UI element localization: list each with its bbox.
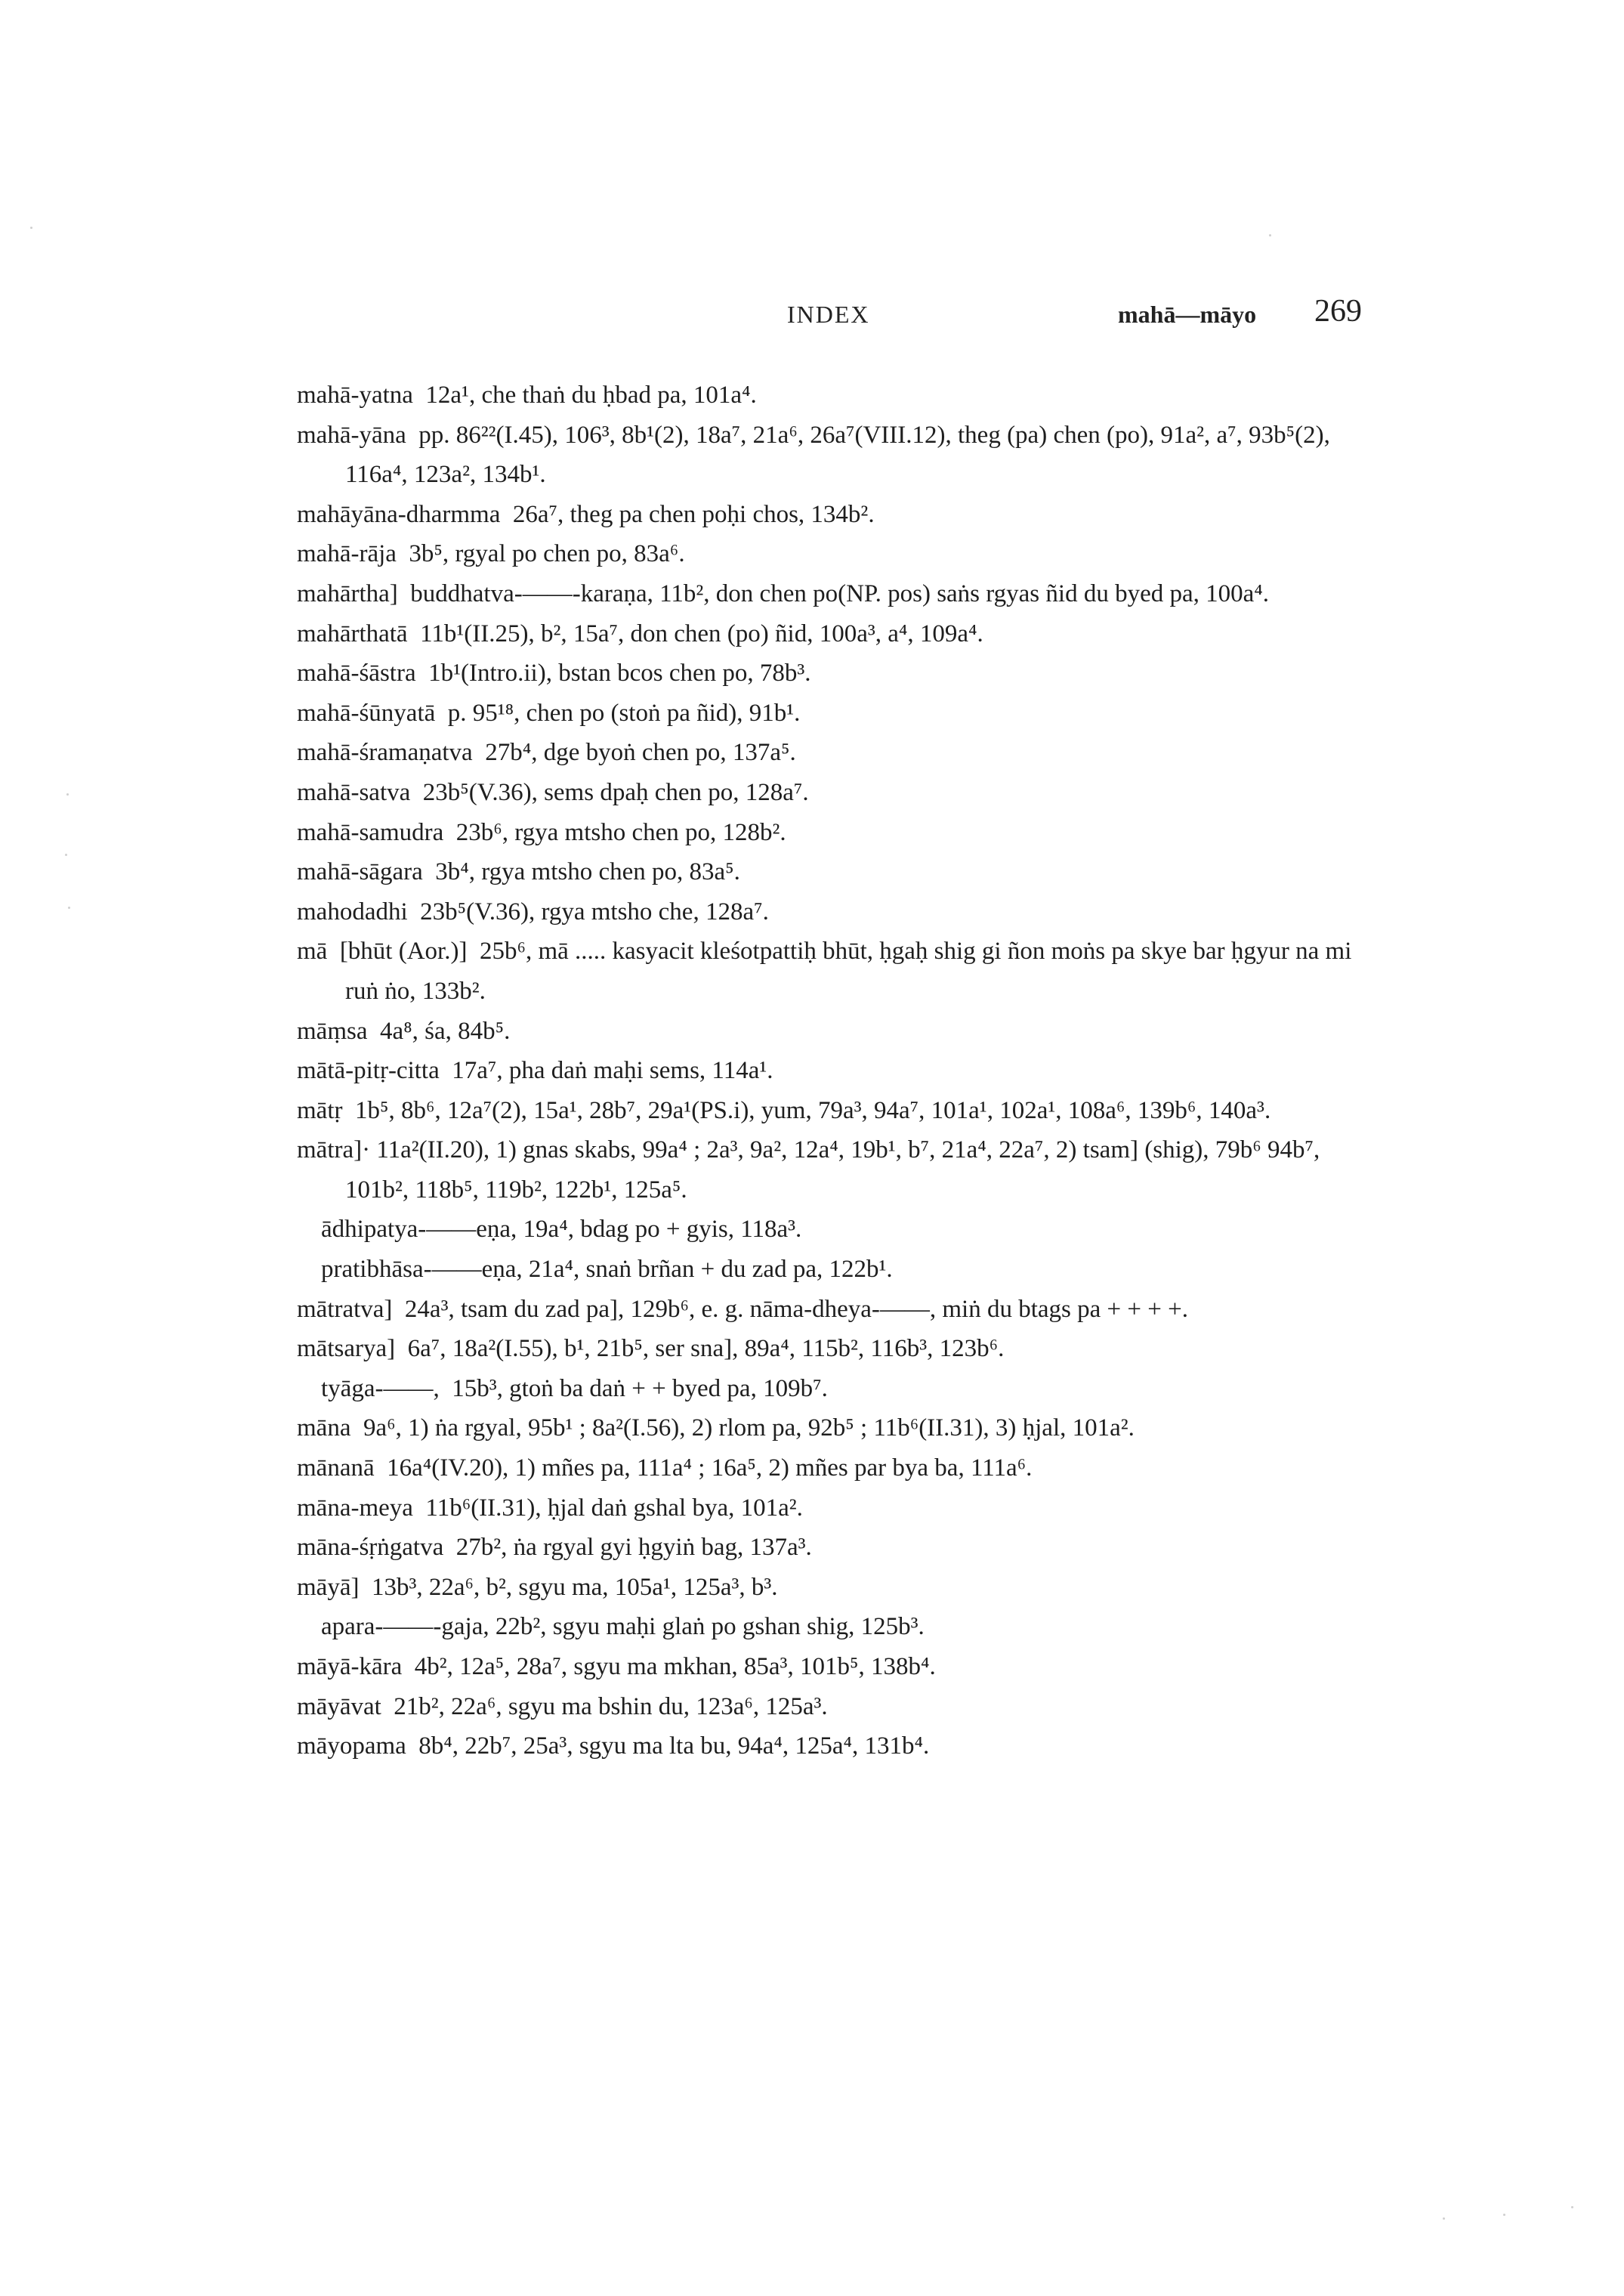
scan-speck xyxy=(1443,2217,1445,2220)
index-entry: mahārthatā 11b¹(II.25), b², 15a⁷, don chen (po) ñid, 100a³, a⁴, 109a⁴. xyxy=(297,620,983,647)
index-entry: māna 9a⁶, 1) ṅa rgyal, 95b¹ ; 8a²(I.56), 2) rlom pa, 92b⁵ ; 11b⁶(II.31), 3) ḥjal, 101a². xyxy=(297,1414,1135,1442)
header-entry-range: mahā—māyo xyxy=(1118,301,1257,328)
page-number: 269 xyxy=(1314,294,1362,329)
index-subentry: ādhipatya-——eṇa, 19a⁴, bdag po + gyis, 118a³. xyxy=(321,1216,802,1244)
index-subentry: pratibhāsa-——eṇa, 21a⁴, snaṅ brñan + du zad pa, 122b¹. xyxy=(321,1256,893,1284)
index-entry: mahā-yāna pp. 86²²(I.45), 106³, 8b¹(2), 18a⁷, 21a⁶, 26a⁷(VIII.12), theg (pa) chen (po), 91a², a⁷, 93b⁵(2), 116a⁴, 123a², 134b¹. xyxy=(297,421,1337,489)
scan-speck xyxy=(65,854,67,856)
index-entry-list xyxy=(297,375,1385,1766)
scan-speck xyxy=(1571,2206,1573,2208)
header-title: INDEX xyxy=(787,301,870,328)
index-entry: mahārtha] buddhatva-——-karaṇa, 11b², don chen po(NP. pos) saṅs rgyas ñid du byed pa, 100a⁴. xyxy=(297,579,1270,607)
index-entry: māyā] 13b³, 22a⁶, b², sgyu ma, 105a¹, 125a³, b³. xyxy=(297,1573,778,1601)
scan-speck xyxy=(1269,234,1271,236)
index-entry: māna-śṛṅgatva 27b², ṅa rgyal gyi ḥgyiṅ bag, 137a³. xyxy=(297,1534,812,1562)
index-subentry: apara-——-gaja, 22b², sgyu maḥi glaṅ po gshan shig, 125b³. xyxy=(321,1613,925,1641)
index-entry: mātra]· 11a²(II.20), 1) gnas skabs, 99a⁴ ; 2a³, 9a², 12a⁴, 19b¹, b⁷, 21a⁴, 22a⁷, 2) tsam] (shig), 79b⁶ 94b⁷, 101b², 118b⁵, 119b², 122b¹, 125a⁵. xyxy=(297,1136,1326,1204)
index-entry: māyāvat 21b², 22a⁶, sgyu ma bshin du, 123a⁶, 125a³. xyxy=(297,1692,828,1720)
index-entry: mātsarya] 6a⁷, 18a²(I.55), b¹, 21b⁵, ser sna], 89a⁴, 115b², 116b³, 123b⁶. xyxy=(297,1335,1005,1363)
index-entry: mahā-rāja 3b⁵, rgyal po chen po, 83a⁶. xyxy=(297,540,685,568)
index-entry: mātā-pitṛ-citta 17a⁷, pha daṅ maḥi sems, 114a¹. xyxy=(297,1057,773,1085)
index-entry: mahā-sāgara 3b⁴, rgya mtsho chen po, 83a⁵. xyxy=(297,858,740,886)
index-entry: mahā-śāstra 1b¹(Intro.ii), bstan bcos chen po, 78b³. xyxy=(297,660,811,688)
scan-speck xyxy=(1503,2214,1505,2216)
index-entry: mātratva] 24a³, tsam du zad pa], 129b⁶, e. g. nāma-dheya-——, miṅ du btags pa + + + +. xyxy=(297,1295,1188,1323)
scan-speck xyxy=(66,793,69,796)
running-header xyxy=(0,293,1624,338)
index-entry: māna-meya 11b⁶(II.31), ḥjal daṅ gshal bya, 101a². xyxy=(297,1494,803,1522)
index-entry: mahā-yatna 12a¹, che thaṅ du ḥbad pa, 101a⁴. xyxy=(297,382,757,409)
index-entry: mahodadhi 23b⁵(V.36), rgya mtsho che, 128a⁷. xyxy=(297,898,769,926)
index-entry: mātṛ 1b⁵, 8b⁶, 12a⁷(2), 15a¹, 28b⁷, 29a¹(PS.i), yum, 79a³, 94a⁷, 101a¹, 102a¹, 108a⁶, 139b⁶, 140a³. xyxy=(297,1096,1271,1124)
index-entry: māṃsa 4a⁸, śa, 84b⁵. xyxy=(297,1017,511,1045)
index-entry: mānanā 16a⁴(IV.20), 1) mñes pa, 111a⁴ ; 16a⁵, 2) mñes par bya ba, 111a⁶. xyxy=(297,1454,1033,1482)
index-entry: mahāyāna-dharmma 26a⁷, theg pa chen poḥi chos, 134b². xyxy=(297,500,875,528)
scan-speck xyxy=(30,227,32,229)
index-entry: mahā-samudra 23b⁶, rgya mtsho chen po, 128b². xyxy=(297,818,786,846)
index-subentry: tyāga-——, 15b³, gtoṅ ba daṅ + + byed pa, 109b⁷. xyxy=(321,1374,828,1402)
index-entry: mā [bhūt (Aor.)] 25b⁶, mā ..... kasyacit kleśotpattiḥ bhūt, ḥgaḥ shig gi ñon moṅs pa skye bar ḥgyur na mi ruṅ ṅo, 133b². xyxy=(297,938,1358,1005)
index-entry: mahā-satva 23b⁵(V.36), sems dpaḥ chen po, 128a⁷. xyxy=(297,778,809,806)
index-entry: mahā-śūnyatā p. 95¹⁸, chen po (stoṅ pa ñid), 91b¹. xyxy=(297,699,801,727)
scan-speck xyxy=(68,907,70,909)
index-entry: mahā-śramaṇatva 27b⁴, dge byoṅ chen po, 137a⁵. xyxy=(297,739,796,767)
index-entry: māyopama 8b⁴, 22b⁷, 25a³, sgyu ma lta bu, 94a⁴, 125a⁴, 131b⁴. xyxy=(297,1732,930,1760)
index-entry: māyā-kāra 4b², 12a⁵, 28a⁷, sgyu ma mkhan, 85a³, 101b⁵, 138b⁴. xyxy=(297,1653,936,1680)
